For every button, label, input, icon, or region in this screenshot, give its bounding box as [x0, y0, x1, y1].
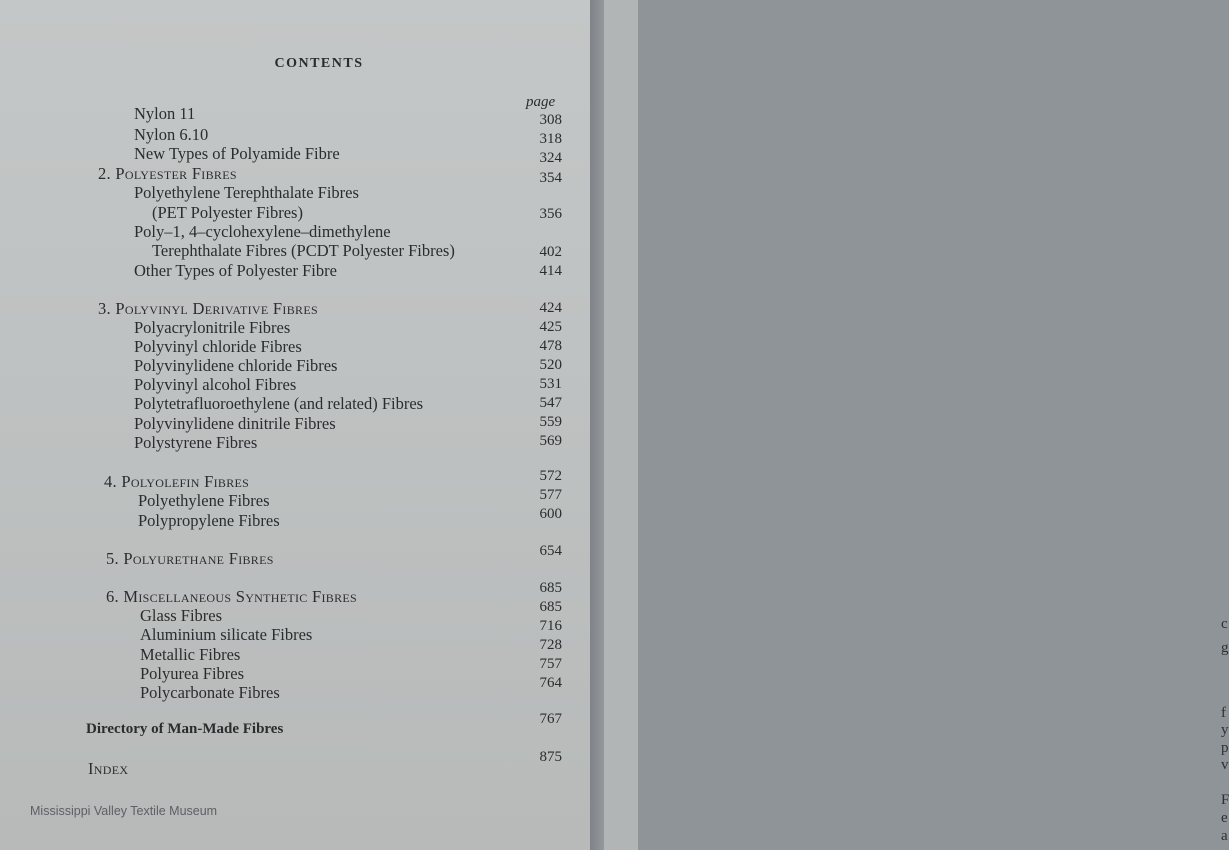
- watermark: Mississippi Valley Textile Museum: [30, 804, 218, 818]
- toc-entry-page: 654: [539, 543, 562, 559]
- toc-section-heading: 6. Miscellaneous Synthetic Fibres: [106, 587, 358, 606]
- toc-entry-label: Other Types of Polyester Fibre: [134, 261, 337, 280]
- toc-entry-label: Polyacrylonitrile Fibres: [134, 318, 291, 337]
- toc-entry-page: 767: [539, 711, 562, 727]
- toc-entry-label: Metallic Fibres: [140, 645, 241, 664]
- toc-entry-label: Polytetrafluoroethylene (and related) Fibres: [134, 394, 424, 413]
- toc-entry-page: 716: [539, 618, 562, 634]
- edge-letter: f: [1221, 705, 1226, 721]
- toc-entry-label: Terephthalate Fibres (PCDT Polyester Fibres): [152, 241, 455, 260]
- toc-section-heading: 5. Polyurethane Fibres: [106, 549, 274, 568]
- toc-section-heading: 4. Polyolefin Fibres: [104, 472, 250, 491]
- edge-letter: c: [1221, 616, 1228, 632]
- toc-entry-page: 547: [539, 395, 562, 411]
- edge-letter: F: [1221, 792, 1229, 808]
- toc-entry-page: 424: [539, 300, 562, 316]
- toc-entry-page: 685: [539, 599, 562, 615]
- toc-index-heading: Index: [88, 759, 129, 778]
- toc-entry-label: Aluminium silicate Fibres: [140, 625, 313, 644]
- book-page: [0, 0, 590, 850]
- toc-entry-label: Nylon 6.10: [134, 125, 209, 144]
- toc-entry-page: 356: [539, 206, 562, 222]
- toc-entry-label: Nylon 11: [134, 104, 196, 123]
- toc-entry-page: 685: [539, 580, 562, 596]
- toc-entry-label: Glass Fibres: [140, 606, 223, 625]
- edge-letter: a: [1221, 828, 1228, 844]
- toc-entry-page: 728: [539, 637, 562, 653]
- toc-entry-page: 531: [539, 376, 562, 392]
- edge-letter: v: [1221, 757, 1229, 773]
- toc-entry-page: 414: [539, 263, 562, 279]
- toc-entry-page: 354: [539, 170, 562, 186]
- toc-entry-page: 764: [539, 675, 562, 691]
- toc-entry-page: 324: [539, 150, 562, 166]
- toc-entry-page: 308: [539, 112, 562, 128]
- toc-entry-page: 600: [539, 506, 562, 522]
- toc-section-heading: 2. Polyester Fibres: [98, 164, 237, 183]
- edge-letter: y: [1221, 722, 1229, 738]
- toc-entry-page: 520: [539, 357, 562, 373]
- toc-entry-label: Polyethylene Fibres: [138, 491, 270, 510]
- toc-entry-label: Polyvinylidene dinitrile Fibres: [134, 414, 336, 433]
- toc-entry-page: 425: [539, 319, 562, 335]
- toc-entry-label: Polyvinyl chloride Fibres: [134, 337, 302, 356]
- toc-entry-page: 318: [539, 131, 562, 147]
- toc-section-heading: 3. Polyvinyl Derivative Fibres: [98, 299, 318, 318]
- toc-entry-page: 572: [539, 468, 562, 484]
- adjacent-page-strip: [604, 0, 638, 850]
- edge-letter: g: [1221, 640, 1229, 656]
- toc-entry-page: 577: [539, 487, 562, 503]
- page-header: CONTENTS: [274, 56, 364, 71]
- toc-entry-page: 559: [539, 414, 562, 430]
- toc-entry-label: Polyurea Fibres: [140, 664, 245, 683]
- edge-letter: p: [1221, 740, 1229, 756]
- toc-entry-label: Polystyrene Fibres: [134, 433, 258, 452]
- adjacent-page-edge: [590, 0, 1229, 850]
- toc-entry-label: Polycarbonate Fibres: [140, 683, 280, 702]
- toc-entry-label: Polyethylene Terephthalate Fibres: [134, 183, 359, 202]
- toc-entry-page: 569: [539, 433, 562, 449]
- toc-entry-page: 402: [539, 244, 562, 260]
- toc-entry-label: Polyvinyl alcohol Fibres: [134, 375, 297, 394]
- toc-entry-label: Poly–1, 4–cyclohexylene–dimethylene: [134, 222, 391, 241]
- toc-directory-heading: Directory of Man-Made Fibres: [86, 721, 284, 737]
- toc-entry-page: 757: [539, 656, 562, 672]
- edge-letter: e: [1221, 810, 1228, 826]
- toc-entry-page: 478: [539, 338, 562, 354]
- page-column-label: page: [526, 94, 556, 110]
- toc-entry-label: New Types of Polyamide Fibre: [134, 144, 340, 163]
- toc-entry-label: Polyvinylidene chloride Fibres: [134, 356, 338, 375]
- toc-entry-label: Polypropylene Fibres: [138, 511, 280, 530]
- toc-entry-label: (PET Polyester Fibres): [152, 203, 303, 222]
- toc-entry-page: 875: [539, 749, 562, 765]
